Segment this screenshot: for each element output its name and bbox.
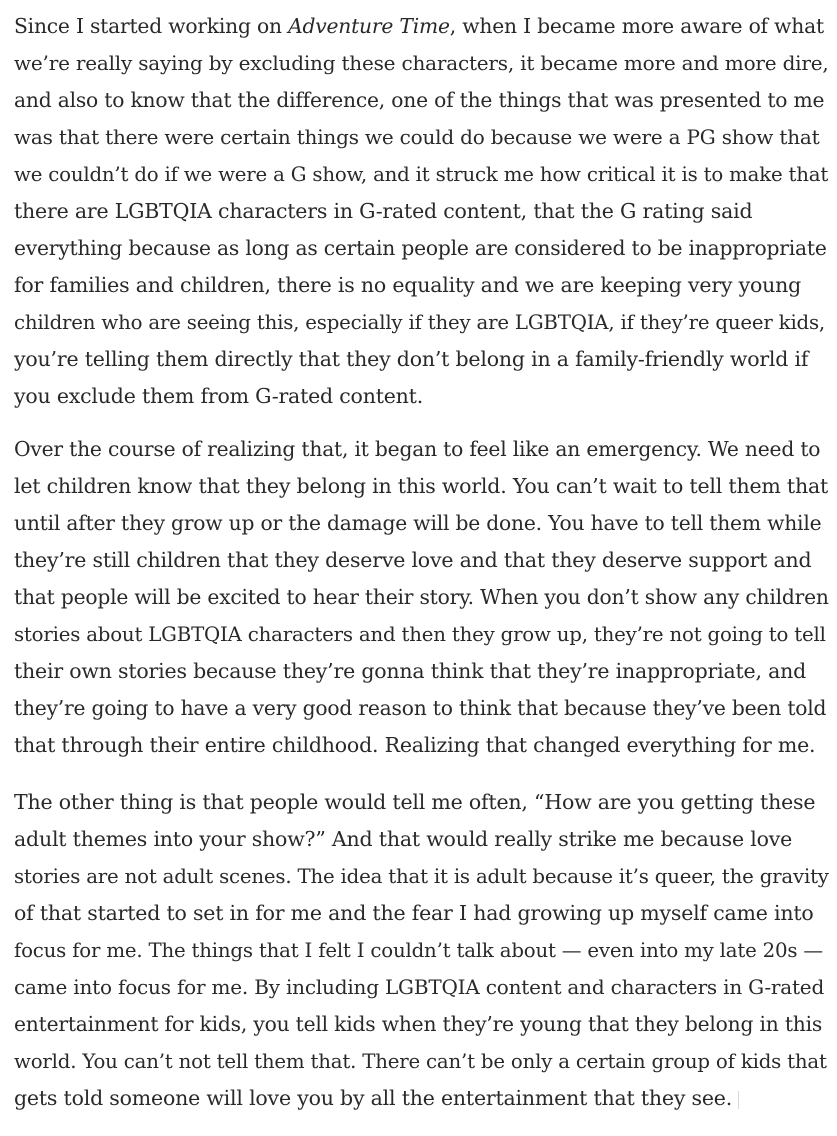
text-line: entertainment for kids, you tell kids when they’re young that they belong in this — [14, 1012, 823, 1036]
paragraph-1 — [14, 8, 829, 415]
text-line: we’re really saying by excluding these characters, it became more and more dire, — [14, 51, 829, 75]
text-line: we couldn’t do if we were a G show, and it struck me how critical it is to make that — [14, 163, 829, 186]
text-line: they’re still children that they deserve love and that they deserve support and — [14, 548, 812, 572]
text-line: there are LGBTQIA characters in G-rated content, that the G rating said — [14, 199, 753, 223]
show-title: Adventure Time — [288, 14, 450, 38]
text-line: their own stories because they’re gonna think that they’re inappropriate, and — [14, 659, 807, 683]
text-line: let children know that they belong in this world. You can’t wait to tell them that — [14, 474, 829, 498]
paragraph-3 — [14, 784, 829, 1117]
text-line: stories are not adult scenes. The idea that it is adult because it’s queer, the gravity — [14, 865, 829, 888]
text-line: focus for me. The things that I felt I couldn’t talk about — even into my late 20s — — [14, 939, 823, 962]
text-line: adult themes into your show?” And that would really strike me because love — [14, 827, 793, 851]
text-line: for families and children, there is no equality and we are keeping very young — [14, 273, 802, 297]
text-line: stories about LGBTQIA characters and then they grow up, they’re not going to tell — [14, 623, 826, 646]
text-line: The other thing is that people would tell me often, “How are you getting these — [14, 790, 816, 814]
text-line: that through their entire childhood. Realizing that changed everything for me. — [14, 733, 816, 757]
text-line: world. You can’t not tell them that. There can’t be only a certain group of kids that — [14, 1050, 827, 1073]
text-line: they’re going to have a very good reason to think that because they’ve been told — [14, 696, 827, 720]
text-line: and also to know that the difference, one of the things that was presented to me — [14, 88, 825, 112]
text-line: until after they grow up or the damage will be done. You have to tell them while — [14, 511, 822, 535]
text-line: everything because as long as certain people are considered to be inappropriate — [14, 236, 827, 260]
text-line: gets told someone will love you by all the entertainment that they see. — [14, 1080, 823, 1117]
text-line: of that started to set in for me and the fear I had growing up myself came into — [14, 901, 814, 925]
text-line: Over the course of realizing that, it began to feel like an emergency. We need to — [14, 437, 821, 461]
text-cursor-mark — [738, 1091, 739, 1109]
text-line: came into focus for me. By including LGBTQIA content and characters in G-rated — [14, 975, 825, 999]
paragraph-2 — [14, 431, 829, 764]
text-line: that people will be excited to hear their story. When you don’t show any children — [14, 585, 829, 609]
text-line: you exclude them from G-rated content. — [14, 384, 424, 408]
text-line: you’re telling them directly that they don’t belong in a family-friendly world if — [14, 347, 809, 371]
text-line: Since I started working on Adventure Time, when I became more aware of what — [14, 14, 824, 38]
text-line: was that there were certain things we could do because we were a PG show that — [14, 125, 820, 149]
text-line: children who are seeing this, especially if they are LGBTQIA, if they’re queer kids, — [14, 311, 826, 334]
